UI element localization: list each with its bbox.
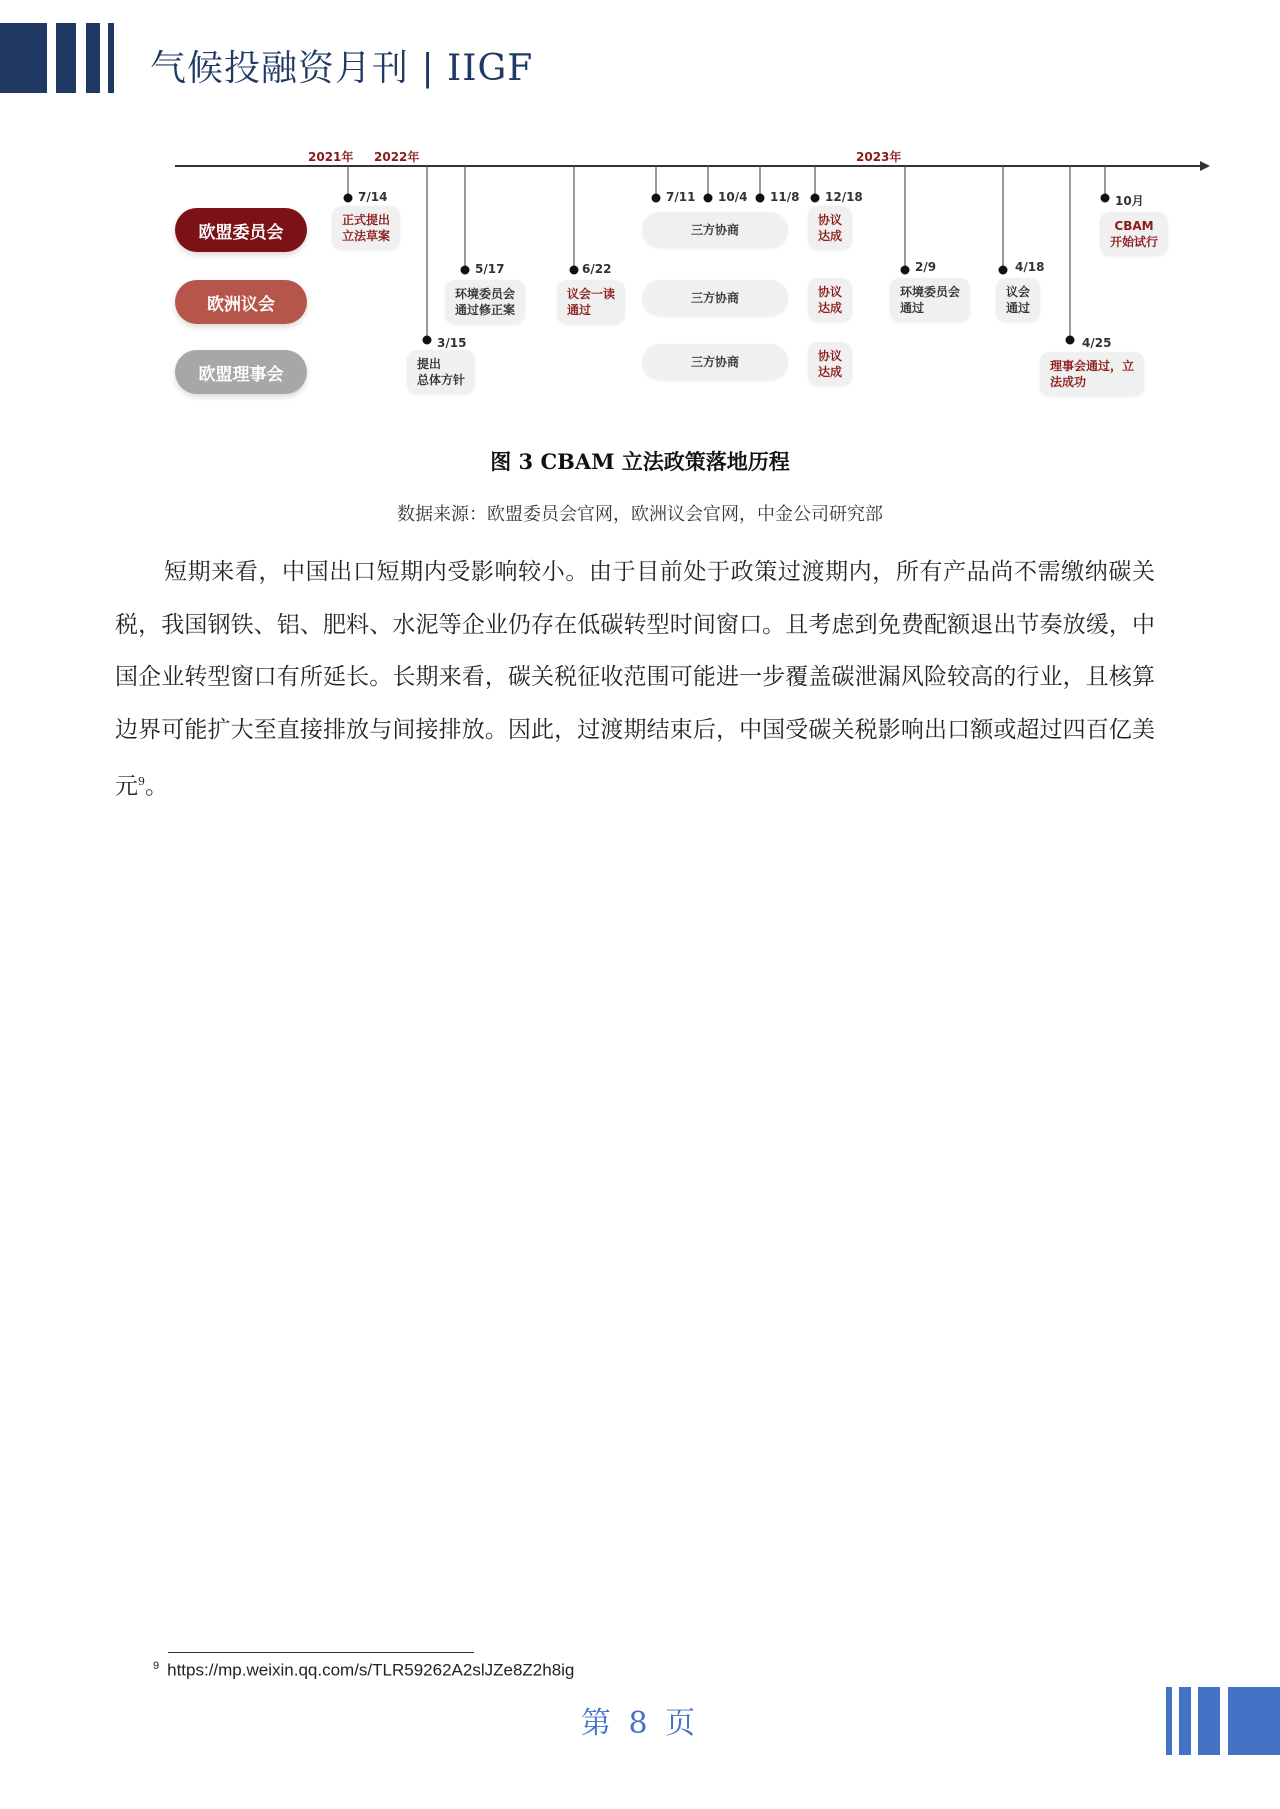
page-number: 第 8 页 [580,1706,700,1741]
date-label: 10月 [1115,194,1144,208]
row-label-commission: 欧盟委员会 [175,208,307,252]
date-label: 6/22 [582,262,612,276]
cbam-timeline-figure [160,140,1220,410]
footnote [153,1660,574,1681]
event-agreement-commission: 协议 达成 [808,206,852,250]
event-envi-pass: 环境委员会 通过 [890,278,970,322]
event-cbam-trial: CBAM 开始试行 [1100,212,1168,256]
event-proposal: 正式提出 立法草案 [332,206,400,250]
date-label: 12/18 [825,190,863,204]
figure-source: 数据来源：欧盟委员会官网，欧洲议会官网，中金公司研究部 [397,504,883,525]
event-trilogue-commission: 三方协商 [642,212,788,248]
footnote-divider [168,1652,474,1653]
event-trilogue-parliament: 三方协商 [642,280,788,316]
paragraph-end: 。 [145,773,168,800]
event-envi-amendment: 环境委员会 通过修正案 [445,280,525,324]
date-label: 7/11 [666,190,696,204]
event-trilogue-council: 三方协商 [642,344,788,380]
event-agreement-parliament: 协议 达成 [808,278,852,322]
event-council-pass: 理事会通过，立 法成功 [1040,352,1144,396]
footnote-link[interactable]: https://mp.weixin.qq.com/s/TLR59262A2slJZe8Z2h8ig [167,1660,575,1680]
event-general-approach: 提出 总体方针 [407,350,475,394]
date-label: 10/4 [718,190,748,204]
footnote-ref[interactable]: 9 [138,775,145,788]
footnote-number: 9 [153,1660,160,1672]
date-label: 7/14 [358,190,388,204]
year-label-2021: 2021年 [308,150,354,164]
date-label: 2/9 [915,260,937,274]
row-label-council: 欧盟理事会 [175,350,307,394]
event-agreement-council: 协议 达成 [808,342,852,386]
body-paragraph [115,546,1155,813]
date-label: 4/18 [1015,260,1045,274]
year-label-2023: 2023年 [856,150,902,164]
journal-title: 气候投融资月刊 | IIGF [150,48,534,89]
event-first-reading: 议会一读 通过 [557,280,625,324]
date-label: 11/8 [770,190,800,204]
figure-caption: 图 3 CBAM 立法政策落地历程 [490,449,790,474]
date-label: 3/15 [437,336,467,350]
year-label-2022: 2022年 [374,150,420,164]
date-label: 5/17 [475,262,505,276]
date-label: 4/25 [1082,336,1112,350]
row-label-parliament: 欧洲议会 [175,280,307,324]
event-parliament-pass: 议会 通过 [996,278,1040,322]
paragraph-text: 短期来看，中国出口短期内受影响较小。由于目前处于政策过渡期内，所有产品尚不需缴纳碳关税，我国钢铁、铝、肥料、水泥等企业仍存在低碳转型时间窗口。且考虑到免费配额退出节奏放缓，中国企业转型窗口有所延长。长期来看，碳关税征收范围可能进一步覆盖碳泄漏风险较高的行业，且核算边界可能扩大至直接排放与间接排放。因此，过渡期结束后，中国受碳关税影响出口额或超过四百亿美元 [115,559,1155,800]
